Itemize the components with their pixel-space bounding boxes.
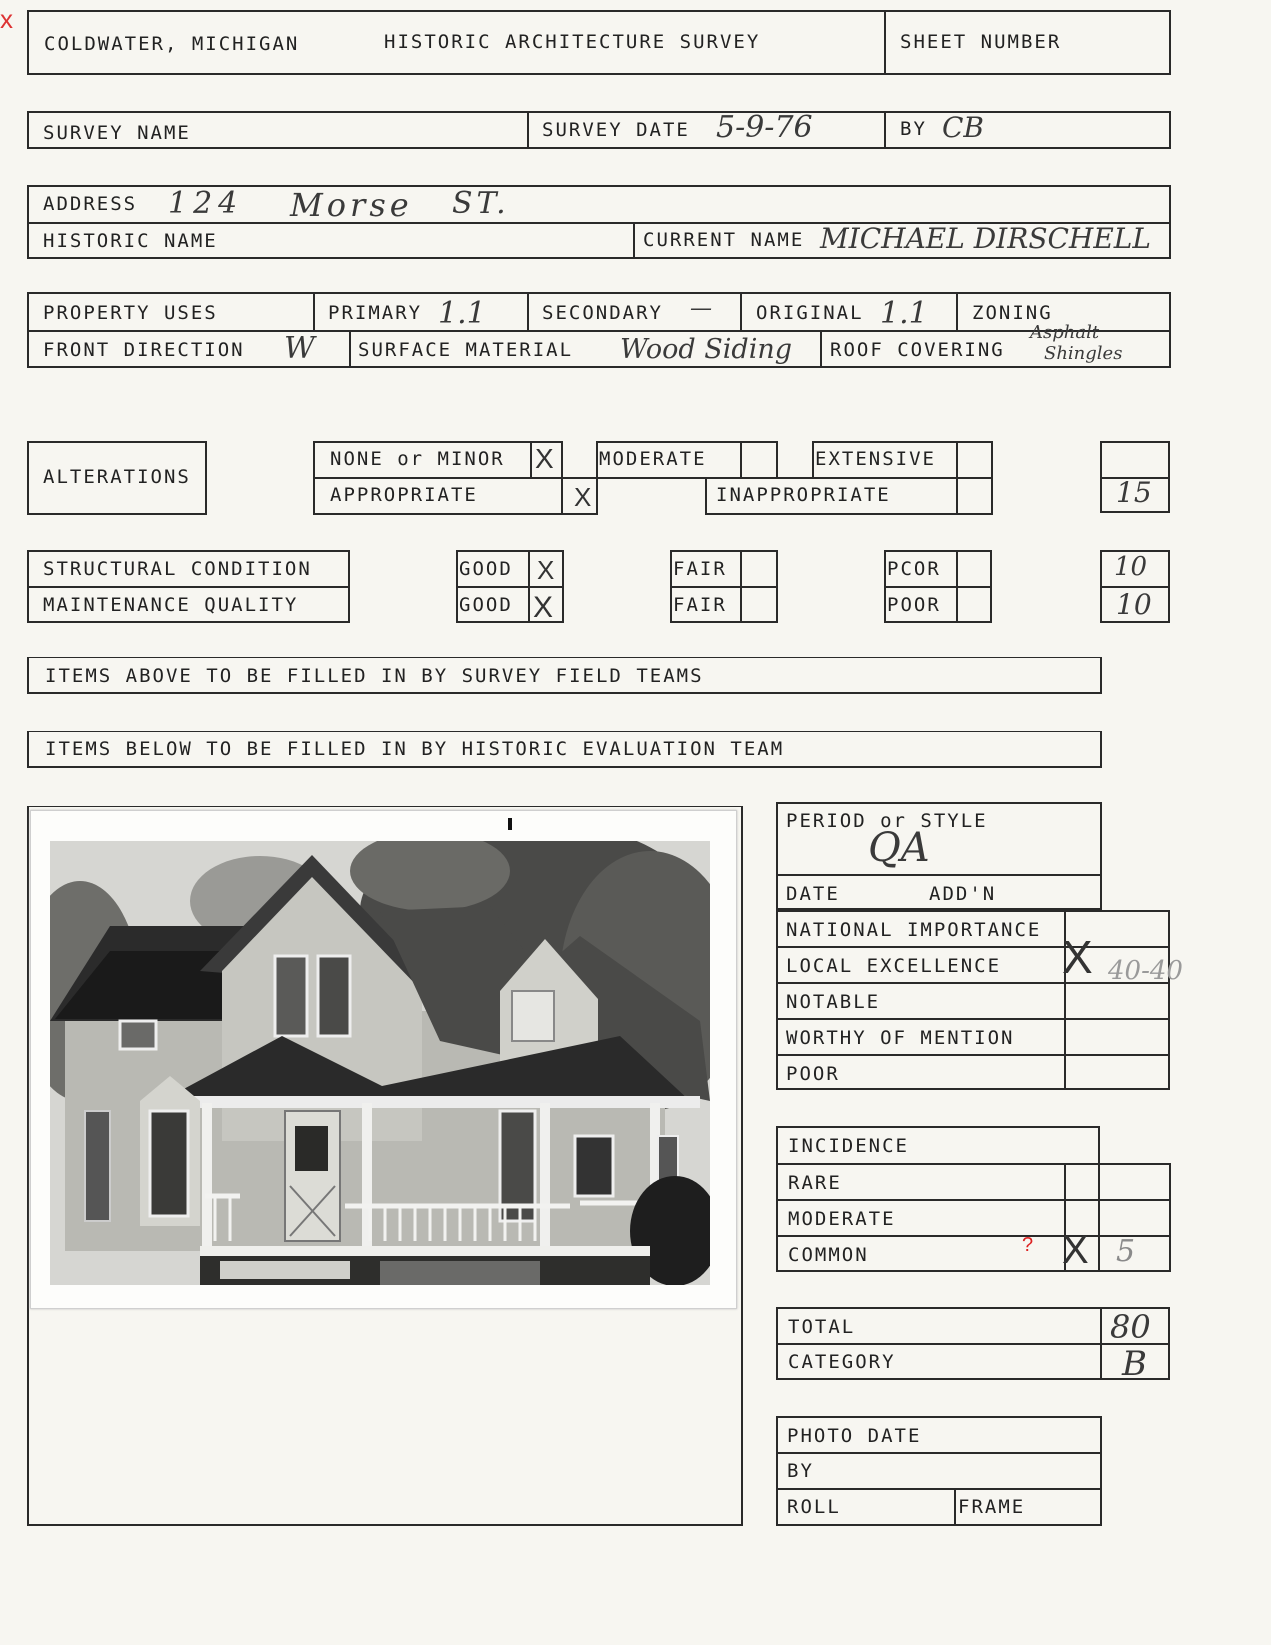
- address-street: Morse: [290, 186, 413, 224]
- maintenance-score: 10: [1116, 588, 1152, 621]
- survey-by-label: BY: [900, 118, 927, 140]
- rare-label: RARE: [788, 1172, 842, 1194]
- poor-rating-label: POOR: [786, 1063, 840, 1085]
- period-style-value: QA: [868, 825, 930, 871]
- property-uses-label: PROPERTY USES: [43, 302, 218, 324]
- survey-date-label: SURVEY DATE: [542, 119, 690, 141]
- structural-score: 10: [1114, 552, 1148, 582]
- period-style-label: PERIOD or STYLE: [786, 810, 988, 832]
- corner-red-mark: x: [0, 4, 13, 34]
- incidence-label: INCIDENCE: [788, 1135, 909, 1157]
- roof-covering-value-1: Asphalt: [1030, 322, 1100, 343]
- moderate-incidence-label: MODERATE: [788, 1208, 896, 1230]
- local-excellence-mark: X: [1062, 931, 1093, 983]
- fair-label-2: FAIR: [673, 594, 727, 616]
- header-city: COLDWATER, MICHIGAN: [44, 33, 300, 55]
- house-photo: [50, 841, 710, 1285]
- address-suffix: ST.: [452, 186, 510, 221]
- current-name-label: CURRENT NAME: [643, 229, 805, 251]
- front-direction-label: FRONT DIRECTION: [43, 339, 245, 361]
- category-value: B: [1122, 1344, 1147, 1384]
- photo-date-label: PHOTO DATE: [787, 1425, 922, 1447]
- original-label: ORIGINAL: [756, 302, 864, 324]
- roof-covering-label: ROOF COVERING: [830, 339, 1005, 361]
- moderate-label: MODERATE: [599, 448, 707, 470]
- header-title: HISTORIC ARCHITECTURE SURVEY: [384, 31, 761, 53]
- poor-label-1: PCOR: [887, 558, 941, 580]
- photo-by-label: BY: [787, 1460, 814, 1482]
- common-mark: X: [1062, 1228, 1089, 1272]
- local-excellence-label: LOCAL EXCELLENCE: [786, 955, 1002, 977]
- notable-label: NOTABLE: [786, 991, 881, 1013]
- secondary-value: —: [690, 296, 712, 321]
- front-direction-value: W: [284, 331, 315, 366]
- frame-label: FRAME: [958, 1496, 1026, 1518]
- worthy-of-mention-label: WORTHY OF MENTION: [786, 1027, 1015, 1049]
- alterations-label: ALTERATIONS: [43, 466, 191, 488]
- secondary-label: SECONDARY: [542, 302, 663, 324]
- surface-material-label: SURFACE MATERIAL: [358, 339, 574, 361]
- historic-name-label: HISTORIC NAME: [43, 230, 218, 252]
- primary-value: 1.1: [438, 296, 486, 331]
- notes-below: ITEMS BELOW TO BE FILLED IN BY HISTORIC EVALUATION TEAM: [45, 738, 785, 760]
- roof-covering-value-2: Shingles: [1044, 343, 1123, 364]
- zoning-label: ZONING: [972, 302, 1053, 324]
- structural-good-mark: X: [537, 555, 555, 585]
- maintenance-quality-label: MAINTENANCE QUALITY: [43, 594, 299, 616]
- survey-name-label: SURVEY NAME: [43, 122, 191, 144]
- surface-material-value: Wood Siding: [620, 334, 793, 365]
- structural-condition-label: STRUCTURAL CONDITION: [43, 558, 312, 580]
- none-minor-label: NONE or MINOR: [330, 448, 505, 470]
- primary-label: PRIMARY: [328, 302, 423, 324]
- good-label-2: GOOD: [459, 594, 513, 616]
- address-number: 124: [168, 186, 244, 221]
- appropriate-mark: X: [574, 482, 592, 512]
- none-minor-mark: X: [535, 443, 554, 474]
- fair-label-1: FAIR: [673, 558, 727, 580]
- current-name-value: MICHAEL DIRSCHELL: [820, 222, 1151, 255]
- appropriate-label: APPROPRIATE: [330, 484, 478, 506]
- date-label: DATE: [786, 883, 840, 905]
- good-label-1: GOOD: [459, 558, 513, 580]
- survey-by-value: CB: [942, 111, 984, 144]
- local-excellence-score: 40-40: [1108, 956, 1183, 986]
- address-label: ADDRESS: [43, 193, 138, 215]
- addn-label: ADD'N: [929, 883, 997, 905]
- original-value: 1.1: [880, 296, 928, 331]
- category-label: CATEGORY: [788, 1351, 896, 1373]
- total-label: TOTAL: [788, 1316, 856, 1338]
- survey-date-value: 5-9-76: [716, 110, 813, 145]
- poor-label-2: POOR: [887, 594, 941, 616]
- total-value: 80: [1110, 1308, 1151, 1346]
- photo-pin-mark: [508, 818, 512, 830]
- alterations-score: 15: [1116, 476, 1152, 509]
- common-question-note: ?: [1022, 1234, 1034, 1256]
- sheet-number-label: SHEET NUMBER: [900, 31, 1062, 53]
- maintenance-good-mark: X: [533, 591, 554, 624]
- common-score: 5: [1116, 1234, 1136, 1269]
- roll-label: ROLL: [787, 1496, 841, 1518]
- extensive-label: EXTENSIVE: [815, 448, 936, 470]
- inappropriate-label: INAPPROPRIATE: [716, 484, 891, 506]
- national-importance-label: NATIONAL IMPORTANCE: [786, 919, 1042, 941]
- common-label: COMMON: [788, 1244, 869, 1266]
- notes-above: ITEMS ABOVE TO BE FILLED IN BY SURVEY FIELD TEAMS: [45, 665, 704, 687]
